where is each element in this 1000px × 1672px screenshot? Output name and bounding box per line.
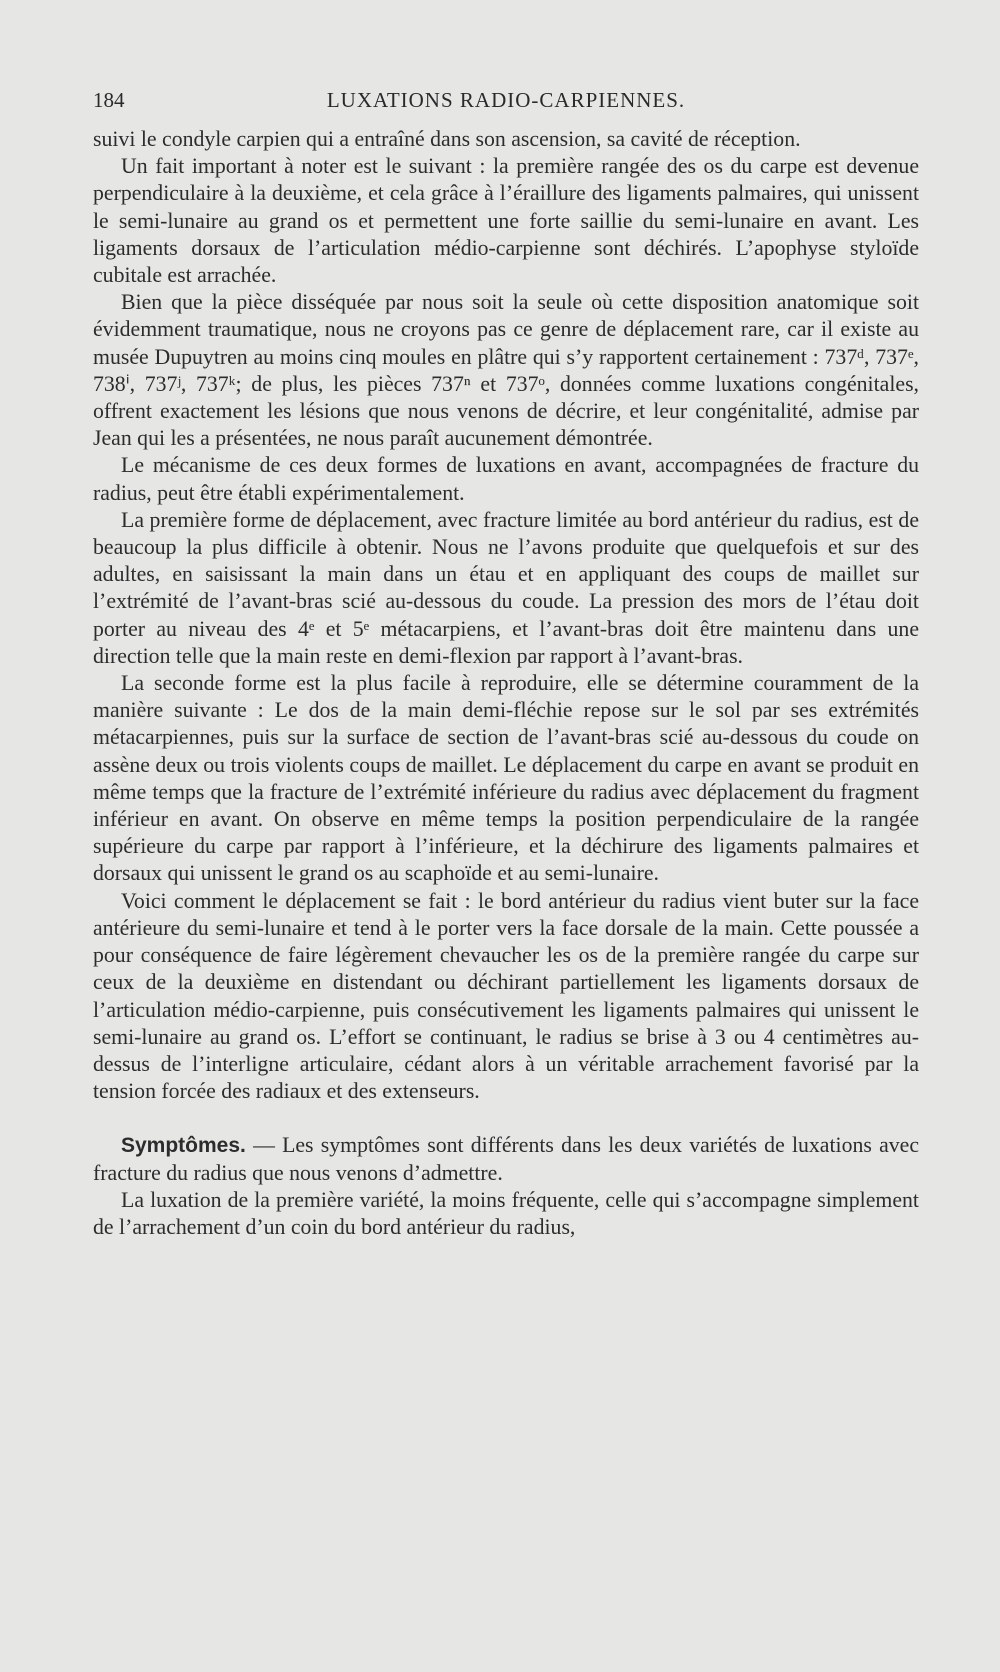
paragraph: Un fait important à noter est le suivant : la première rangée des os du carpe est devenue perpendiculaire à la deuxième, et cela grâce à l’éraillure des ligaments palmaires, qui unissent le semi-lunaire au grand os et permettent une forte saillie du semi-lunaire en avant. Les ligaments dorsaux de l’articulation médio-carpienne sont déchirés. L’apophyse styloïde cubitale est arrachée. xyxy=(93,154,919,288)
paragraph: La luxation de la première variété, la moins fréquente, celle qui s’accompagne simplement de l’arrachement d’un coin du bord antérieur du radius, xyxy=(93,1187,919,1239)
symptoms-paragraph xyxy=(93,1132,919,1186)
section-gap xyxy=(93,1105,919,1132)
page-header xyxy=(93,88,919,118)
paragraph: Bien que la pièce disséquée par nous soit la seule où cette disposition anatomique soit évidemment traumatique, nous ne croyons pas ce genre de déplacement rare, car il existe au musée Dupuytren au moins cinq moules en plâtre qui s’y rapportent certainement : 737ᵈ, 737ᵉ, 738ⁱ, 737ʲ, 737ᵏ; de plus, les pièces 737ⁿ et 737ᵒ, données comme luxations congénitales, offrent exactement les lésions que nous venons de décrire, et leur congénitalité, admise par Jean qui les a présentées, ne nous paraît aucunement démontrée. xyxy=(93,290,919,451)
paragraph: Voici comment le déplacement se fait : le bord antérieur du radius vient buter sur la face antérieure du semi-lunaire et tend à le porter vers la face dorsale de la main. Cette poussée a pour conséquence de faire légèrement chevaucher les os de la première rangée du carpe sur ceux de la deuxième en distendant ou déchirant partiellement les ligaments dorsaux de l’articulation médio-carpienne, puis consécutivement les ligaments palmaires qui unissent le semi-lunaire au grand os. L’effort se continuant, le radius se brise à 3 ou 4 centimètres au-dessus de l’interligne articulaire, cédant alors à un véritable arrachement favorisé par la tension forcée des radiaux et des extenseurs. xyxy=(93,888,919,1104)
paragraph-continuation: suivi le condyle carpien qui a entraîné dans son ascension, sa cavité de réception. xyxy=(93,127,801,151)
paragraph: La seconde forme est la plus facile à reproduire, elle se détermine couramment de la manière suivante : Le dos de la main demi-fléchie repose sur le sol par ses extrémités métacarpiennes, puis sur la surface de section de l’avant-bras scié au-dessous du coude on assène deux ou trois violents coups de maillet. Le déplacement du carpe en avant se produit en même temps que la fracture de l’extrémité inférieure du radius avec déplacement du fragment inférieur en avant. On observe en même temps la position perpendiculaire de la rangée supérieure du carpe par rapport à l’inférieure, et la déchirure des ligaments palmaires et dorsaux qui unissent le grand os au scaphoïde et au semi-lunaire. xyxy=(93,671,919,886)
page-number: 184 xyxy=(93,88,125,112)
paragraph: La première forme de déplacement, avec fracture limitée au bord antérieur du radius, est de beaucoup la plus difficile à obtenir. Nous ne l’avons produite que quelquefois et sur des adultes, en saisissant la main dans un étau et en appliquant des coups de maillet sur l’extrémité de l’avant-bras scié au-dessous du coude. La pression des mors de l’étau doit porter au niveau des 4ᵉ et 5ᵉ métacarpiens, et l’avant-bras doit être maintenu dans une direction telle que la main reste en demi-flexion par rapport à l’avant-bras. xyxy=(93,507,919,668)
body-text xyxy=(93,126,919,1241)
symptoms-text: — Les symptômes sont différents dans les deux variétés de luxations avec fracture du radius que nous venons d’admettre. xyxy=(93,1133,919,1185)
paragraph: Le mécanisme de ces deux formes de luxations en avant, accompagnées de fracture du radius, peut être établi expérimentalement. xyxy=(93,453,919,505)
section-heading: Symptômes. xyxy=(121,1134,246,1158)
running-head: LUXATIONS RADIO-CARPIENNES. xyxy=(326,88,686,112)
